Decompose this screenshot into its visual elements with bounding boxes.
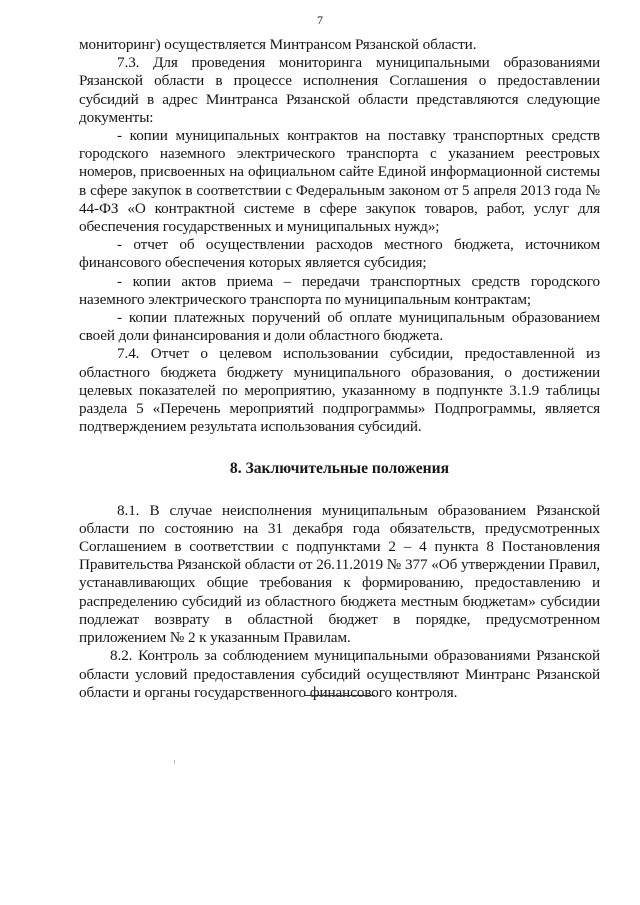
- paragraph-7-3: 7.3. Для проведения мониторинга муниципальными образованиями Рязанской области в процессе исполнения Соглашения о предоставлении субсидий в адрес Минтранса Рязанской области представляются следующие документы:: [79, 54, 600, 126]
- paragraph-continuation: мониторинг) осуществляется Минтрансом Рязанской области.: [79, 36, 477, 53]
- paragraph-8-1: 8.1. В случае неисполнения муниципальным образованием Рязанской области по состоянию на 31 декабря года обязательств, предусмотренных Соглашением в соответствии с подпунктами 2 – 4 пункта 8 Постановления Правительства Рязанской области от 26.11.2019 № 377 «Об утверждении Правил, устанавливающих общие требования к формированию, предоставлению и распределению субсидий из областного бюджета местным бюджетам» субсидии подлежат возврату в областной бюджет в порядке, предусмотренном приложением № 2 к указанным Правилам.: [79, 501, 600, 647]
- list-item-expense-report: - отчет об осуществлении расходов местного бюджета, источником финансового обеспечения которых является субсидия;: [79, 236, 600, 272]
- closing-rule: [305, 695, 375, 696]
- section-8-heading: 8. Заключительные положения: [229, 460, 450, 478]
- list-item-payment-orders: - копии платежных поручений об оплате муниципальным образованием своей доли финансирования и доли областного бюджета.: [79, 309, 600, 345]
- scan-speck: [174, 760, 175, 764]
- list-item-transfer-acts: - копии актов приема – передачи транспортных средств городского наземного электрического транспорта по муниципальным контрактам;: [79, 272, 600, 308]
- list-item-contracts: - копии муниципальных контрактов на поставку транспортных средств городского наземного электрического транспорта с указанием реестровых номеров, присвоенных на официальном сайте Единой информационной системы в сфере закупок в соответствии с Федеральным законом от 5 апреля 2013 года № 44-ФЗ «О контрактной системе в сфере закупок товаров, работ, услуг для обеспечения государственных и муниципальных нужд»;: [79, 127, 600, 236]
- paragraph-7-4: 7.4. Отчет о целевом использовании субсидии, предоставленной из областного бюджета бюджету муниципального образования, о достижении целевых показателей по мероприятию, указанному в подпункте 3.1.9 таблицы раздела 5 «Перечень мероприятий подпрограммы» Подпрограммы, является подтверждением результата использования субсидий.: [79, 345, 600, 436]
- paragraph-8-2: 8.2. Контроль за соблюдением муниципальными образованиями Рязанской области условий предоставления субсидий осуществляют Минтранс Рязанской области и органы государственного финансового контроля.: [79, 647, 600, 701]
- document-body: [79, 36, 600, 702]
- page-number: 7: [317, 13, 323, 27]
